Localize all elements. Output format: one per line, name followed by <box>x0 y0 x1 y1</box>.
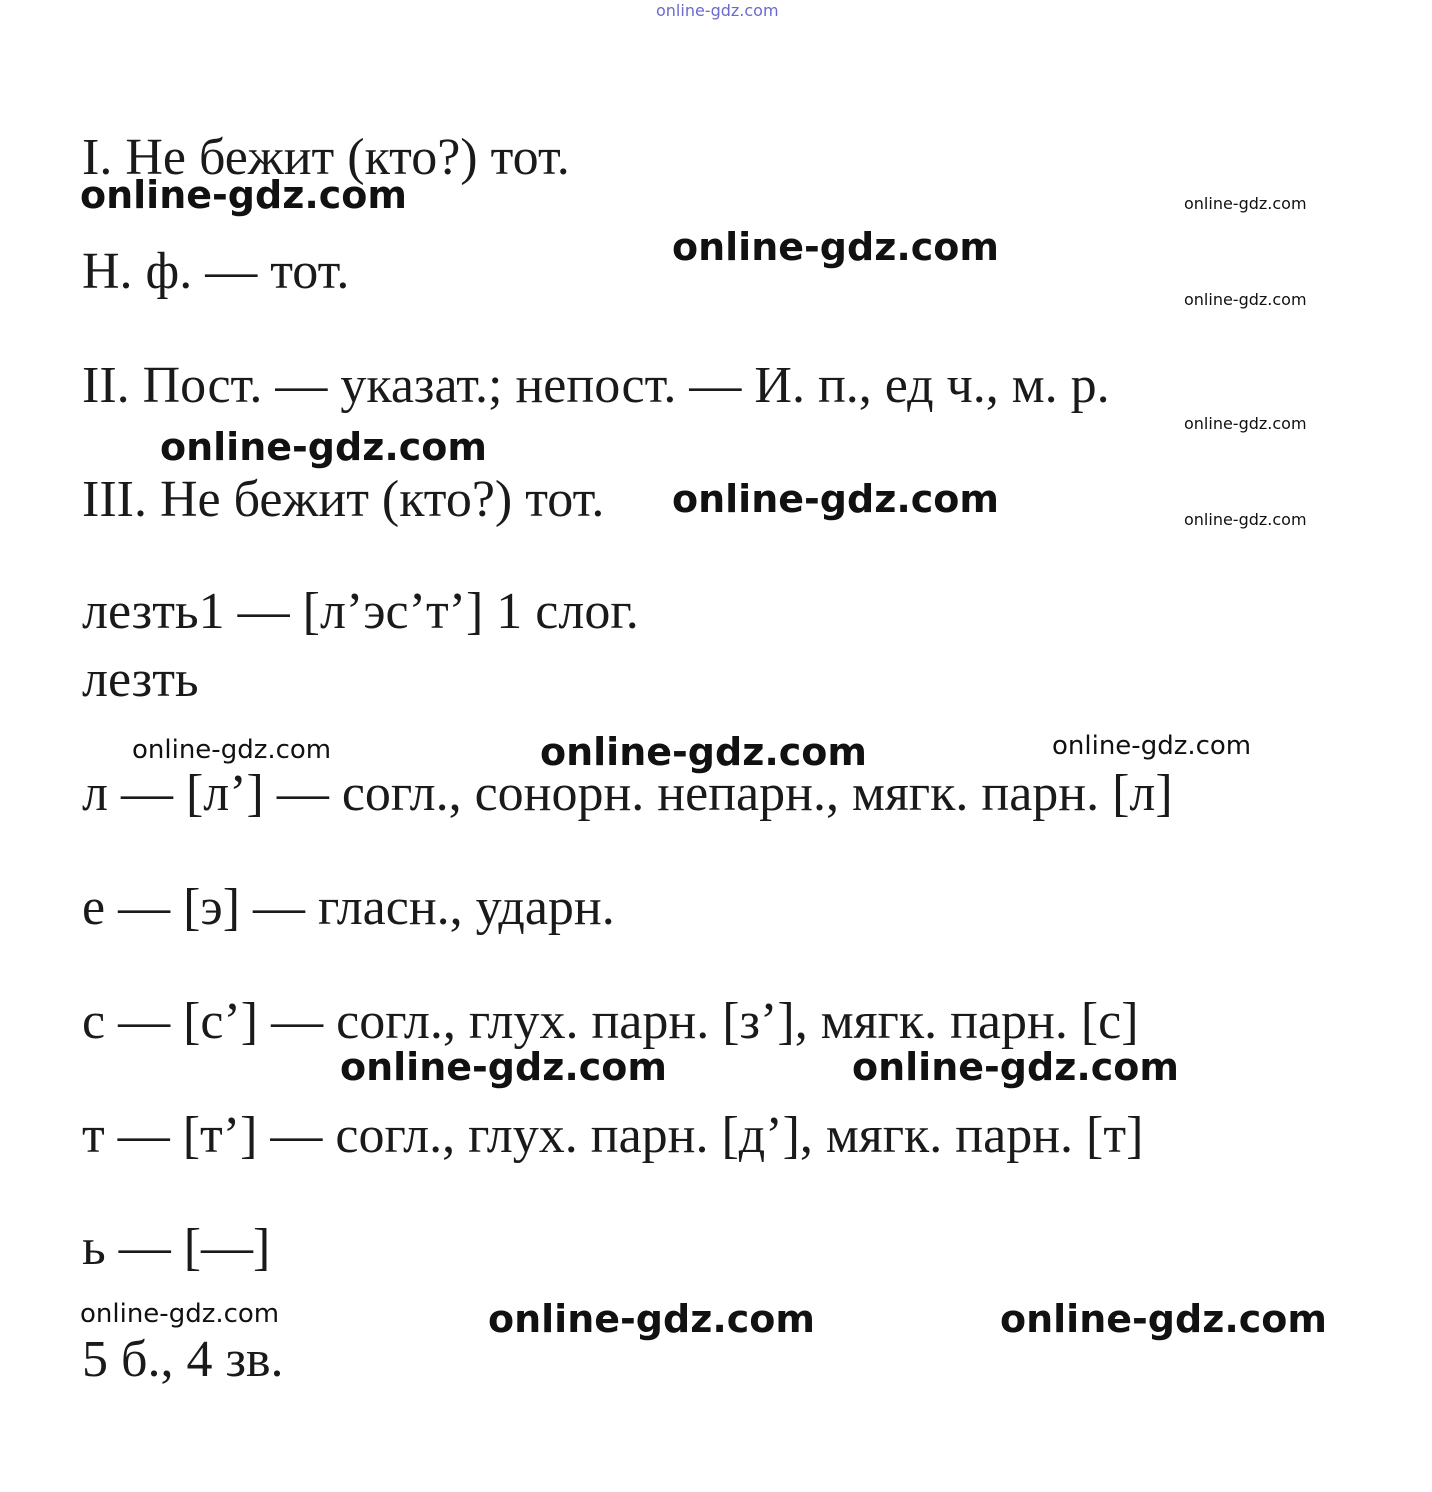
watermark: online-gdz.com <box>488 1297 815 1341</box>
watermark: online-gdz.com <box>1000 1297 1327 1341</box>
watermark: online-gdz.com <box>1184 510 1307 529</box>
watermark: online-gdz.com <box>132 735 332 765</box>
line-parse-2: II. Пост. — указат.; непост. — И. п., ед ч., м. р. <box>82 357 1110 414</box>
line-letter-t: т — [т’] — согл., глух. парн. [д’], мягк. парн. [т] <box>82 1107 1144 1164</box>
line-letter-s: с — [с’] — согл., глух. парн. [з’], мягк. парн. [с] <box>82 993 1139 1050</box>
line-letter-e: е — [э] — гласн., ударн. <box>82 879 615 936</box>
watermark: online-gdz.com <box>160 425 487 469</box>
line-word-transcription: лезть1 — [л’эс’т’] 1 слог. <box>82 583 639 640</box>
line-word: лезть <box>82 651 199 708</box>
watermark: online-gdz.com <box>80 1299 280 1329</box>
line-parse-1: I. Не бежит (кто?) тот. <box>82 129 570 186</box>
watermark: online-gdz.com <box>340 1045 667 1089</box>
watermark: online-gdz.com <box>1184 194 1307 213</box>
watermark: online-gdz.com <box>852 1045 1179 1089</box>
line-letter-l: л — [л’] — согл., сонорн. непарн., мягк. парн. [л] <box>82 765 1173 822</box>
watermark: online-gdz.com <box>672 225 999 269</box>
watermark: online-gdz.com <box>1052 731 1252 761</box>
watermark: online-gdz.com <box>1184 414 1307 433</box>
watermark: online-gdz.com <box>1184 290 1307 309</box>
line-parse-3: III. Не бежит (кто?) тот. <box>82 471 605 528</box>
watermark: online-gdz.com <box>80 173 407 217</box>
watermark: online-gdz.com <box>540 730 867 774</box>
watermark: online-gdz.com <box>672 477 999 521</box>
line-soft-sign: ь — [—] <box>82 1219 271 1276</box>
line-initial-form: Н. ф. — тот. <box>82 243 350 300</box>
watermark-top: online-gdz.com <box>656 1 779 20</box>
line-summary: 5 б., 4 зв. <box>82 1331 284 1388</box>
